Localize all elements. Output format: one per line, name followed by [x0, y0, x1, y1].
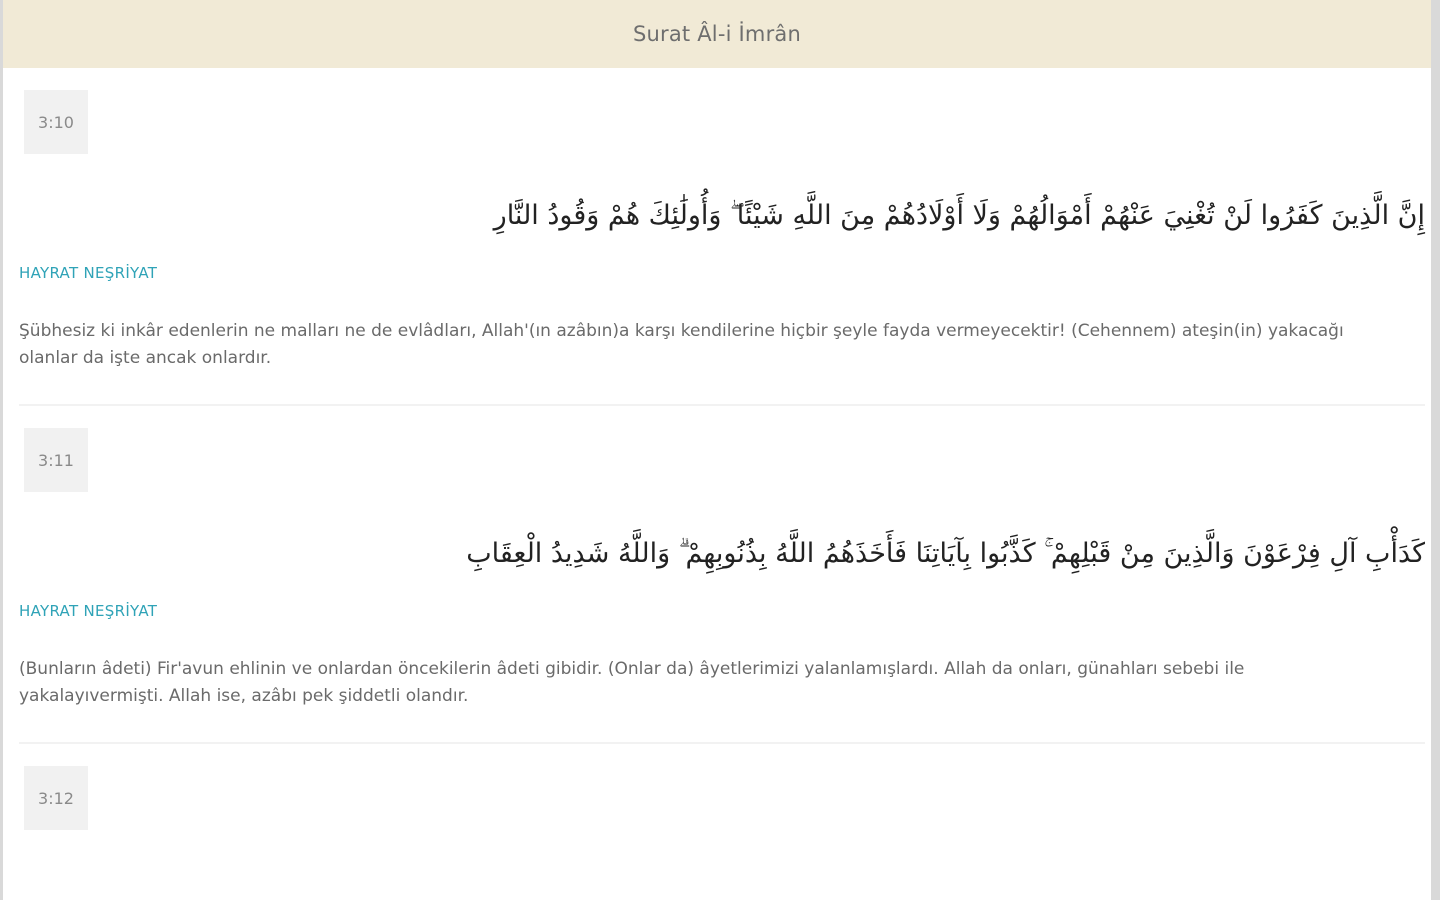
app-window — [3, 0, 1431, 900]
surah-header — [3, 0, 1431, 68]
verse-translation-text: (Bunların âdeti) Fir'avun ehlinin ve onlardan öncekilerin âdeti gibidir. (Onlar da) âyetlerimizi yalanlamışlardı. Allah da onları, günahları sebebi ile yakalayıvermişti. Allah ise, azâbı pek şiddetli olandır. — [19, 659, 1245, 706]
surah-title: Surat Âl-i İmrân — [632, 22, 801, 46]
translation-source-label: HAYRAT NEŞRİYAT — [19, 602, 158, 620]
verse-item[interactable] — [3, 744, 1431, 900]
verse-item[interactable] — [3, 406, 1431, 744]
verse-arabic-text: كَدَأْبِ آلِ فِرْعَوْنَ وَالَّذِينَ مِنْ قَبْلِهِمْ ۚ كَذَّبُوا بِآيَاتِنَا فَأَخَذَهُمُ اللَّهُ بِذُنُوبِهِمْ ۗ وَاللَّهُ شَدِيدُ الْعِقَابِ — [466, 538, 1425, 569]
verse-number-badge[interactable]: 3:12 — [24, 766, 88, 830]
translation-source-label: HAYRAT NEŞRİYAT — [19, 264, 158, 282]
verse-item[interactable] — [3, 68, 1431, 406]
verse-number-badge[interactable]: 3:10 — [24, 90, 88, 154]
verse-arabic-text: إِنَّ الَّذِينَ كَفَرُوا لَنْ تُغْنِيَ عَنْهُمْ أَمْوَالُهُمْ وَلَا أَوْلَادُهُمْ مِنَ اللَّهِ شَيْئًا ۖ وَأُولَٰئِكَ هُمْ وَقُودُ النَّارِ — [493, 200, 1425, 231]
verse-translation-text: Şübhesiz ki inkâr edenlerin ne malları ne de evlâdları, Allah'(ın azâbın)a karşı kendilerine hiçbir şeyle fayda vermeyecektir! (Cehennem) ateşin(in) yakacağı olanlar da işte ancak onlardır. — [19, 321, 1344, 368]
verse-number-badge[interactable]: 3:11 — [24, 428, 88, 492]
